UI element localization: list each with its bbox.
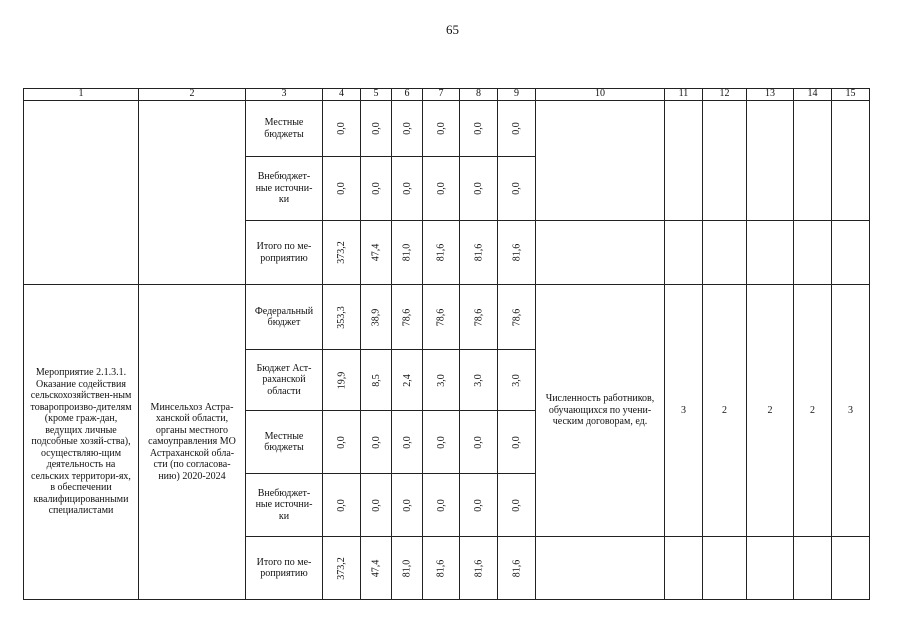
value-cell: 78,6 — [401, 308, 413, 326]
indicator-description: Численность работников, обучающихся по учени-ческим договорам, ед. — [545, 393, 655, 428]
funding-source-label: Местные бюджеты — [264, 117, 304, 140]
column-header-13: 13 — [765, 88, 775, 100]
value-cell: 0,0 — [511, 435, 522, 449]
target-value: 2 — [810, 404, 815, 416]
value-cell: 373,2 — [336, 556, 347, 580]
value-cell: 0,0 — [336, 498, 347, 512]
funding-source-label: Местные бюджеты — [264, 430, 304, 453]
value-cell: 0,0 — [473, 498, 484, 512]
value-cell: 0,0 — [401, 182, 413, 195]
value-cell: 19,9 — [336, 371, 347, 389]
value-cell: 0,0 — [336, 435, 347, 449]
value-cell: 2,4 — [401, 373, 413, 387]
value-cell: 0,0 — [336, 122, 347, 135]
measure-description: Мероприятие 2.1.3.1. Оказание содействия сельскохозяйствен-ным товаропроизво-дителям (кроме граж-дан, ведущих личные подсобные хозяй-ства), осуществляю-щим деятельность на сельских территори-ях, в обеспечении квалифицированными специалистами — [30, 367, 132, 517]
executor-description: Минсельхоз Астра-ханской области, органы местного самоуправления МО Астраханской обла-сти (по согласова-нию) 2020-2024 — [148, 401, 236, 482]
column-header-12: 12 — [719, 88, 730, 100]
value-cell: 3,0 — [511, 373, 522, 387]
value-cell: 0,0 — [370, 435, 382, 449]
value-cell: 0,0 — [370, 122, 382, 135]
value-cell: 373,2 — [336, 241, 347, 264]
value-cell: 78,6 — [511, 308, 522, 326]
value-cell: 0,0 — [511, 498, 522, 512]
value-cell: 47,4 — [370, 559, 382, 577]
value-cell: 0,0 — [473, 182, 484, 195]
value-cell: 81,6 — [511, 559, 522, 577]
value-cell: 8,5 — [370, 373, 382, 387]
funding-source-label: Внебюджет-ные источни-ки — [255, 487, 313, 522]
value-cell: 0,0 — [511, 122, 522, 135]
value-cell: 81,6 — [473, 243, 484, 262]
column-header-2: 2 — [189, 88, 195, 100]
value-cell: 0,0 — [401, 498, 413, 512]
value-cell: 0,0 — [435, 182, 447, 195]
value-cell: 0,0 — [370, 182, 382, 195]
value-cell: 0,0 — [473, 435, 484, 449]
value-cell: 78,6 — [473, 308, 484, 326]
value-cell: 3,0 — [435, 373, 447, 387]
value-cell: 0,0 — [435, 435, 447, 449]
value-cell: 0,0 — [370, 498, 382, 512]
value-cell: 0,0 — [401, 122, 413, 135]
funding-source-label: Итого по ме-роприятию — [256, 556, 312, 579]
column-header-6: 6 — [404, 88, 410, 100]
funding-source-label: Бюджет Аст-раханской области — [256, 362, 312, 397]
value-cell: 81,0 — [401, 559, 413, 577]
value-cell: 0,0 — [435, 498, 447, 512]
value-cell: 47,4 — [370, 243, 382, 262]
funding-source-label: Итого по ме-роприятию — [256, 241, 312, 264]
page-number: 65 — [446, 22, 459, 37]
value-cell: 3,0 — [473, 373, 484, 387]
funding-source-label: Внебюджет-ные источни-ки — [255, 171, 313, 206]
column-header-4: 4 — [339, 88, 344, 100]
target-value: 2 — [722, 404, 727, 416]
value-cell: 81,6 — [473, 559, 484, 577]
funding-source-label: Федеральный бюджет — [254, 305, 314, 328]
target-value: 2 — [767, 404, 773, 416]
column-header-5: 5 — [373, 88, 379, 100]
column-header-3: 3 — [281, 88, 287, 100]
value-cell: 78,6 — [435, 308, 447, 326]
value-cell: 0,0 — [511, 182, 522, 195]
column-header-10: 10 — [595, 88, 605, 100]
value-cell: 0,0 — [435, 122, 447, 135]
value-cell: 38,9 — [370, 308, 382, 326]
column-header-7: 7 — [438, 88, 444, 100]
column-header-9: 9 — [514, 88, 519, 100]
value-cell: 353,3 — [336, 305, 347, 329]
value-cell: 0,0 — [473, 122, 484, 135]
value-cell: 81,6 — [435, 559, 447, 577]
target-value: 3 — [848, 404, 853, 416]
column-header-15: 15 — [845, 88, 856, 100]
value-cell: 81,6 — [435, 243, 447, 262]
value-cell: 0,0 — [401, 435, 413, 449]
value-cell: 81,6 — [511, 243, 522, 262]
column-header-8: 8 — [476, 88, 481, 100]
value-cell: 0,0 — [336, 182, 347, 195]
column-header-14: 14 — [807, 88, 818, 100]
target-value: 3 — [681, 404, 686, 416]
value-cell: 81,0 — [401, 243, 413, 262]
column-header-1: 1 — [78, 88, 84, 100]
column-header-11: 11 — [678, 88, 689, 100]
